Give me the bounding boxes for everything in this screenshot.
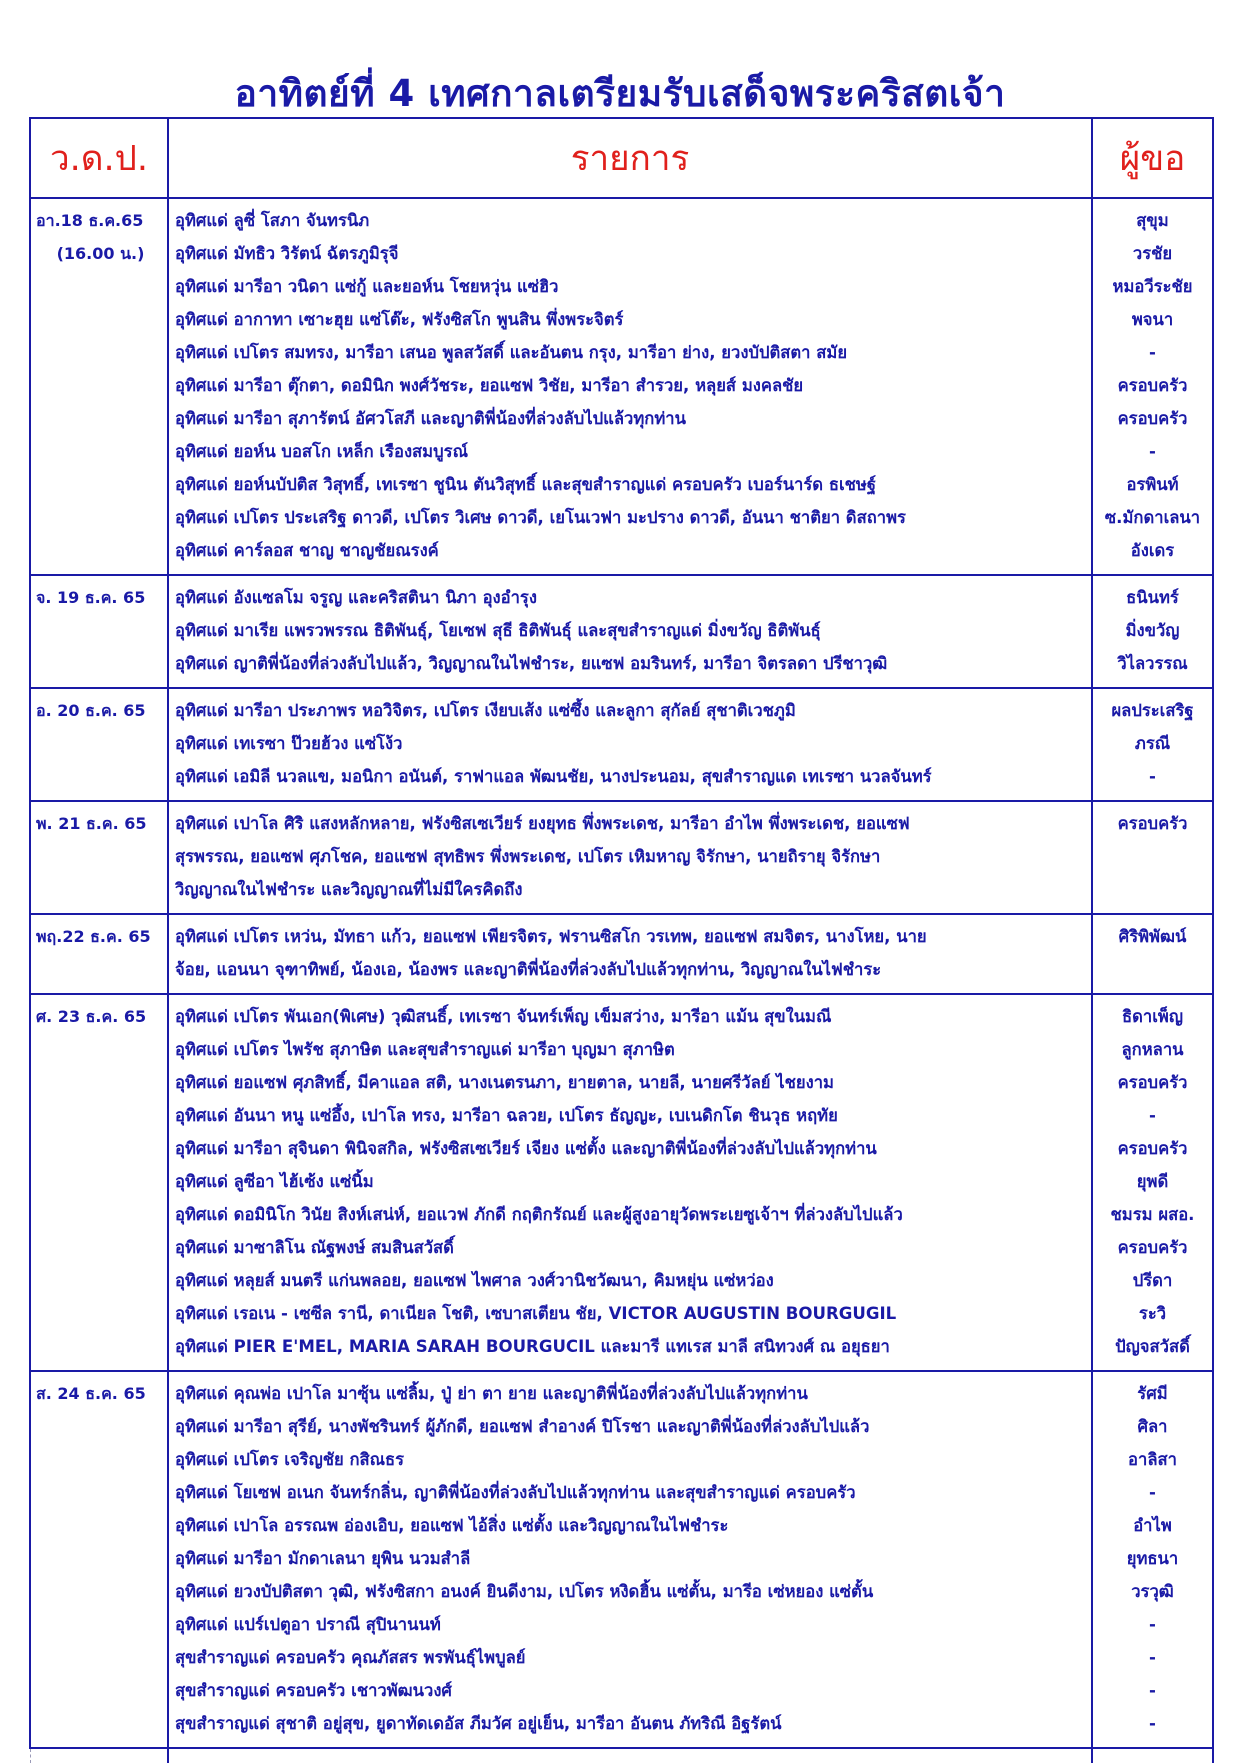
intention-line: อุทิศแด่ คาร์ลอส ชาญ ชาญชัยณรงค์ xyxy=(175,541,439,560)
header-requester: ผู้ขอ xyxy=(1092,118,1213,198)
items-cell xyxy=(168,914,1092,994)
date-text: พ. 21 ธ.ค. 65 xyxy=(36,814,147,833)
requester-name: ชมรม ผสอ. xyxy=(1110,1205,1195,1224)
table-row xyxy=(30,575,1213,688)
items-cell xyxy=(168,994,1092,1371)
items-cell xyxy=(168,575,1092,688)
intention-line: อุทิศแด่ PIER E'MEL, MARIA SARAH BOURGUCIL และมารี แทเรส มาลี สนิทวงศ์ ณ อยุธยา xyxy=(175,1337,890,1356)
table-row xyxy=(30,688,1213,801)
intention-line: อุทิศแด่ มารีอา มักดาเลนา ยุพิน นวมสำลี xyxy=(175,1549,471,1568)
requester-name: - xyxy=(1149,343,1156,362)
intention-line: อุทิศแด่ มารีอา สุภารัตน์ อัศวโสภี และญาติพี่น้องที่ล่วงลับไปแล้วทุกท่าน xyxy=(175,409,686,428)
intention-line: อุทิศแด่ ญาติพี่น้องที่ล่วงลับไปแล้ว, วิญญาณในไฟชำระ, ยแซฟ อมรินทร์, มารีอา จิตรลดา ปรีชาวุฒิ xyxy=(175,654,888,673)
requester-name: - xyxy=(1149,767,1156,786)
requester-name: ยุทธนา xyxy=(1126,1549,1179,1568)
intention-line: อุทิศแด่ มัทธิว วิรัตน์ ฉัตรภูมิรุจี xyxy=(175,244,399,263)
intention-line: อุทิศแด่ มารีอา สุรีย์, นางพัชรินทร์ ผู้ภักดี, ยอแซฟ สำอางค์ ปิโรชา และญาติพี่น้องที่ล่วงลับไปแล้ว xyxy=(175,1417,870,1436)
requester-cell xyxy=(1092,575,1213,688)
requester-name: ปรีดา xyxy=(1132,1271,1173,1290)
empty-cell xyxy=(1092,1748,1213,1763)
intention-line: อุทิศแด่ เปาโล ศิริ แสงหลักหลาย, ฟรังซิสเซเวียร์ ยงยุทธ พึ่งพระเดช, มารีอา อำไพ พึ่งพระเดช, ยอแซฟ xyxy=(175,814,910,833)
intention-line: อุทิศแด่ เอมิลี นวลแข, มอนิกา อนันต์, ราฟาแอล พัฒนชัย, นางประนอม, สุขสำราญแด เทเรซา นวลจันทร์ xyxy=(175,767,932,786)
requester-name: ครอบครัว xyxy=(1117,1238,1188,1257)
requester-name: ครอบครัว xyxy=(1117,409,1188,428)
requester-name: อรพินท์ xyxy=(1126,475,1179,494)
requester-name: ระวิ xyxy=(1138,1304,1167,1323)
empty-cell xyxy=(168,1748,1092,1763)
date-text: ส. 24 ธ.ค. 65 xyxy=(36,1384,146,1403)
intention-line: สุขสำราญแด่ ครอบครัว คุณภัสสร พรพันธุ์ไพบูลย์ xyxy=(175,1648,526,1667)
date-text: ศ. 23 ธ.ค. 65 xyxy=(36,1007,147,1026)
intention-line: อุทิศแด่ เปาโล อรรณพ อ่องเอิบ, ยอแซฟ ไอ้สิ่ง แซ่ตั้ง และวิญญาณในไฟชำระ xyxy=(175,1516,729,1535)
requester-cell xyxy=(1092,801,1213,914)
intention-line: อุทิศแด่ หลุยส์ มนตรี แก่นพลอย, ยอแซฟ ไพศาล วงศ์วานิชวัฒนา, คิมหยุ่น แซ่หว่อง xyxy=(175,1271,774,1290)
intention-line: อุทิศแด่ เปโตร สมทรง, มารีอา เสนอ พูลสวัสดิ์ และอันตน กรุง, มารีอา ย่าง, ยวงบัปติสตา สมัย xyxy=(175,343,848,362)
intention-line: อุทิศแด่ ยอห์น บอสโก เหล็ก เรืองสมบูรณ์ xyxy=(175,442,468,461)
requester-name: มิ่งขวัญ xyxy=(1125,621,1180,640)
requester-name: ปัญจสวัสดิ์ xyxy=(1115,1337,1190,1356)
intention-line: อุทิศแด่ อันนา หนู แซ่อึ้ง, เปาโล ทรง, มารีอา ฉลวย, เปโตร ธัญญะ, เบเนดิกโต ชินวุธ หฤทัย xyxy=(175,1106,838,1125)
intention-line: สุรพรรณ, ยอแซฟ ศุภโชค, ยอแซฟ สุทธิพร พึ่งพระเดช, เปโตร เหิมหาญ จิรักษา, นายถิรายุ จิรักษา xyxy=(175,847,881,866)
page-title: อาทิตย์ที่ 4 เทศกาลเตรียมรับเสด็จพระคริสตเจ้า xyxy=(234,72,1006,115)
header-date: ว.ด.ป. xyxy=(30,118,168,198)
requester-name: วรวุฒิ xyxy=(1131,1582,1174,1601)
intention-line: อุทิศแด่ มารีอา ตุ๊กตา, ดอมินิก พงศ์วัชระ, ยอแซฟ วิชัย, มารีอา สำรวย, หลุยส์ มงคลชัย xyxy=(175,376,804,395)
intention-line: อุทิศแด่ ยอแซฟ ศุภสิทธิ์, มีคาแอล สติ, นางเนตรนภา, ยายตาล, นายลี, นายศรีวัลย์ ไชยงาม xyxy=(175,1073,834,1092)
intention-line: อุทิศแด่ ดอมินิโก วินัย สิงห์เสน่ห์, ยอแวฟ ภักดี กฤติกรัณย์ และผู้สูงอายุวัดพระเยซูเจ้าฯ ที่ล่วงลับไปแล้ว xyxy=(175,1205,903,1224)
date-cell xyxy=(30,575,168,688)
intention-line: สุขสำราญแด่ สุชาติ อยู่สุข, ยูดาทัดเดอัส ภีมวัศ อยู่เย็น, มารีอา อันตน ภัทริณี อิฐรัตน์ xyxy=(175,1714,782,1733)
intention-line: อุทิศแด่ มารีอา สุจินดา พินิจสกิล, ฟรังซิสเซเวียร์ เจียง แซ่ตั้ง และญาติพี่น้องที่ล่วงลับไปแล้วทุกท่าน xyxy=(175,1139,877,1158)
requester-name: อำไพ xyxy=(1133,1516,1172,1535)
intention-line: สุขสำราญแด่ ครอบครัว เชาวพัฒนวงศ์ xyxy=(175,1681,452,1700)
intention-line: อุทิศแด่ มาเรีย แพรวพรรณ ธิติพันธุ์, โยเซฟ สุธี ธิติพันธุ์ และสุขสำราญแด่ มิ่งขวัญ ธิติพันธุ์ xyxy=(175,621,821,640)
items-cell xyxy=(168,198,1092,575)
intention-line: อุทิศแด่ โยเซฟ อเนก จันทร์กลิ่น, ญาติพี่น้องที่ล่วงลับไปแล้วทุกท่าน และสุขสำราญแด่ ครอบครัว xyxy=(175,1483,856,1502)
requester-name: ครอบครัว xyxy=(1117,814,1188,833)
table-row-cutoff xyxy=(30,1748,1213,1763)
items-cell xyxy=(168,801,1092,914)
date-cell xyxy=(30,994,168,1371)
items-cell xyxy=(168,688,1092,801)
intention-line: อุทิศแด่ เทเรซา ป๊วยฮ้วง แซ่โง้ว xyxy=(175,734,403,753)
requester-name: สุขุม xyxy=(1136,211,1169,230)
requester-name: - xyxy=(1149,1483,1156,1502)
table-row xyxy=(30,994,1213,1371)
requester-name: อาลิสา xyxy=(1128,1450,1177,1469)
intention-line: อุทิศแด่ แปร์เปตูอา ปราณี สุปินานนท์ xyxy=(175,1615,441,1634)
requester-cell xyxy=(1092,1371,1213,1748)
date-text: อ. 20 ธ.ค. 65 xyxy=(36,701,146,720)
intention-line: อุทิศแด่ เปโตร ประเสริฐ ดาวดี, เปโตร วิเศษ ดาวดี, เยโนเวฟา มะปราง ดาวดี, อันนา ชาติยา ดิสถาพร xyxy=(175,508,906,527)
requester-name: - xyxy=(1149,1106,1156,1125)
date-cell xyxy=(30,1371,168,1748)
intention-line: อุทิศแด่ อากาทา เซาะฮุย แซ่โต๊ะ, ฟรังซิสโก พูนสิน พึ่งพระจิตร์ xyxy=(175,310,624,329)
requester-name: รัศมี xyxy=(1137,1384,1168,1403)
requester-cell xyxy=(1092,914,1213,994)
requester-name: ธิดาเพ็ญ xyxy=(1122,1007,1183,1026)
intention-line: อุทิศแด่ มารีอา วนิดา แซ่กู้ และยอห์น โชยหวุ่น แซ่ฮิว xyxy=(175,277,559,296)
intention-line: อุทิศแด่ เปโตร เหว่น, มัทธา แก้ว, ยอแซฟ เพียรจิตร, ฟรานซิสโก วรเทพ, ยอแซฟ สมจิตร, นางโหย, นาย xyxy=(175,927,927,946)
intention-line: จ้อย, แอนนา จุฑาทิพย์, น้องเอ, น้องพร และญาติพี่น้องที่ล่วงลับไปแล้วทุกท่าน, วิญญาณในไฟชำระ xyxy=(175,960,882,979)
table-row xyxy=(30,1371,1213,1748)
table-row xyxy=(30,914,1213,994)
intention-line: อุทิศแด่ อังแซลโม จรูญ และคริสตินา นิภา อุงอำรุง xyxy=(175,588,537,607)
date-cell xyxy=(30,801,168,914)
requester-name: - xyxy=(1149,1615,1156,1634)
requester-name: - xyxy=(1149,1648,1156,1667)
requester-name: ผลประเสริฐ xyxy=(1111,701,1194,720)
intention-line: อุทิศแด่ มาซาลิโน ณัฐพงษ์ สมสินสวัสดิ์ xyxy=(175,1238,454,1257)
intention-line: อุทิศแด่ ยวงบัปติสตา วุฒิ, ฟรังซิสกา อนงค์ ยินดีงาม, เปโตร หงิดฮิ้น แซ่ตั้น, มารีอ เซ่หยอง แซ่ตั้น xyxy=(175,1582,874,1601)
items-cell xyxy=(168,1371,1092,1748)
requester-name: - xyxy=(1149,1681,1156,1700)
date-text: พฤ.22 ธ.ค. 65 xyxy=(36,927,151,946)
requester-cell xyxy=(1092,198,1213,575)
intention-line: อุทิศแด่ ลูซีอา ไฮ้เซ้ง แซ่นิ้ม xyxy=(175,1172,374,1191)
requester-name: ภรณี xyxy=(1134,734,1171,753)
requester-name: ครอบครัว xyxy=(1117,376,1188,395)
requester-name: วรชัย xyxy=(1132,244,1173,263)
requester-name: วิไลวรรณ xyxy=(1117,654,1188,673)
intention-line: อุทิศแด่ เรอเน - เซซีล รานี, ดาเนียล โชติ, เซบาสเตียน ชัย, VICTOR AUGUSTIN BOURGUGIL xyxy=(175,1304,897,1323)
requester-name: หมอวีระชัย xyxy=(1112,277,1193,296)
table-row xyxy=(30,198,1213,575)
requester-name: ยุพดี xyxy=(1136,1172,1169,1191)
date-cell xyxy=(30,688,168,801)
requester-name: พจนา xyxy=(1131,310,1174,329)
requester-cell xyxy=(1092,688,1213,801)
requester-name: - xyxy=(1149,1714,1156,1733)
requester-name: ศิลา xyxy=(1137,1417,1168,1436)
intention-line: อุทิศแด่ เปโตร ไพรัช สุภาษิต และสุขสำราญแด่ มารีอา บุญมา สุภาษิต xyxy=(175,1040,675,1059)
requester-name: ศิริพิพัฒน์ xyxy=(1118,927,1187,946)
requester-name: ซ.มักดาเลนา xyxy=(1104,508,1201,527)
intention-line: อุทิศแด่ ยอห์นบัปติส วิสุทธิ์, เทเรซา ชูนิน ตันวิสุทธิ์ และสุขสำราญแด่ ครอบครัว เบอร์นาร์ด ธเชษฐ์ xyxy=(175,475,876,494)
requester-name: ครอบครัว xyxy=(1117,1073,1188,1092)
intention-line: วิญญาณในไฟชำระ และวิญญาณที่ไม่มีใครคิดถึง xyxy=(175,880,523,899)
intention-line: อุทิศแด่ เปโตร เจริญชัย กสิณธร xyxy=(175,1450,405,1469)
intention-line: อุทิศแด่ คุณพ่อ เปาโล มาซุ้น แซ่ลิ้ม, ปู่ ย่า ตา ยาย และญาติพี่น้องที่ล่วงลับไปแล้วทุกท่าน xyxy=(175,1384,808,1403)
empty-cell xyxy=(30,1748,168,1763)
date-text: อา.18 ธ.ค.65 xyxy=(36,211,144,230)
date-cell xyxy=(30,914,168,994)
mass-intentions-table xyxy=(29,117,1214,1763)
requester-cell xyxy=(1092,994,1213,1371)
requester-name: อังเดร xyxy=(1130,541,1175,560)
requester-name: ลูกหลาน xyxy=(1121,1040,1184,1059)
date-text: จ. 19 ธ.ค. 65 xyxy=(36,588,146,607)
intention-line: อุทิศแด่ เปโตร พันเอก(พิเศษ) วุฒิสนธิ์, เทเรซา จันทร์เพ็ญ เข็มสว่าง, มารีอา แม้น สุขในมณี xyxy=(175,1007,832,1026)
requester-name: ธนินทร์ xyxy=(1126,588,1179,607)
table-row xyxy=(30,801,1213,914)
intention-line: อุทิศแด่ ลูซี่ โสภา จันทรนิภ xyxy=(175,211,370,230)
header-row xyxy=(30,118,1213,198)
intention-line: อุทิศแด่ มารีอา ประภาพร หอวิจิตร, เปโตร เงียบเส้ง แซ่ซึ้ง และลูกา สุกัลย์ สุชาติเวชภูมิ xyxy=(175,701,796,720)
time-text: (16.00 น.) xyxy=(56,244,145,263)
requester-name: ครอบครัว xyxy=(1117,1139,1188,1158)
date-cell xyxy=(30,198,168,575)
requester-name: - xyxy=(1149,442,1156,461)
header-items: รายการ xyxy=(168,118,1092,198)
